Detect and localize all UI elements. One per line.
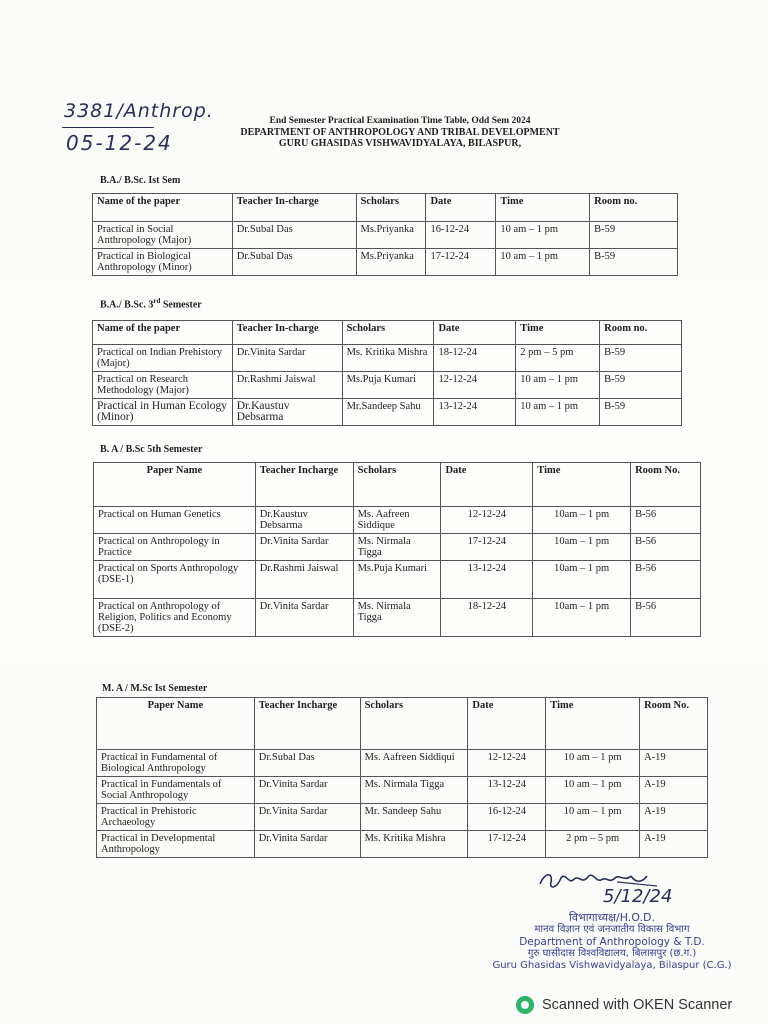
cell-scholar: Mr.Sandeep Sahu: [342, 399, 434, 426]
stamp-line-5: Guru Ghasidas Vishwavidyalaya, Bilaspur (C.G.): [492, 960, 732, 971]
cell-room: B-59: [590, 222, 678, 249]
cell-paper: Practical in Human Ecology (Minor): [93, 399, 233, 426]
cell-teacher: Dr.Kaustuv Debsarma: [255, 507, 353, 534]
cell-time: 10am – 1 pm: [533, 507, 631, 534]
table-row: [94, 599, 701, 637]
cell-time: 10 am – 1 pm: [496, 222, 590, 249]
table-header-row: [93, 194, 678, 222]
cell-date: 13-12-24: [434, 399, 516, 426]
cell-room: B-59: [600, 345, 682, 372]
cell-teacher: Dr.Rashmi Jaiswal: [255, 561, 353, 599]
cell-teacher: Dr.Vinita Sardar: [255, 534, 353, 561]
cell-time: 2 pm – 5 pm: [516, 345, 600, 372]
column-header: Time: [496, 194, 590, 222]
cell-scholar: Ms.Priyanka: [356, 222, 426, 249]
section-title-ba-sem3: [100, 297, 202, 310]
cell-paper: Practical in Developmental Anthropology: [97, 831, 255, 858]
cell-time: 10am – 1 pm: [533, 561, 631, 599]
cell-paper: Practical on Indian Prehistory (Major): [93, 345, 233, 372]
cell-teacher: Dr.Vinita Sardar: [254, 777, 360, 804]
table-row: [93, 399, 682, 426]
cell-room: B-56: [631, 507, 701, 534]
table-header-row: [97, 698, 708, 750]
cell-teacher: Dr.Subal Das: [254, 750, 360, 777]
column-header: Teacher Incharge: [255, 463, 353, 507]
table-row: [97, 750, 708, 777]
cell-room: A-19: [640, 831, 708, 858]
section-title-ba-sem5: B. A / B.Sc 5th Semester: [100, 444, 203, 455]
cell-teacher: Dr.Vinita Sardar: [254, 804, 360, 831]
cell-paper: Practical in Fundamentals of Social Anthropology: [97, 777, 255, 804]
handwritten-ref-number: 3381/Anthrop.: [64, 100, 214, 122]
cell-paper: Practical in Fundamental of Biological Anthropology: [97, 750, 255, 777]
column-header: Date: [434, 321, 516, 345]
cell-teacher: Dr.Vinita Sardar: [255, 599, 353, 637]
timetable-ma-sem1: [96, 697, 708, 858]
cell-scholar: Ms. Nirmala Tigga: [360, 777, 468, 804]
cell-paper: Practical on Research Methodology (Major): [93, 372, 233, 399]
signature-date: 5/12/24: [603, 886, 673, 907]
cell-scholar: Mr. Sandeep Sahu: [360, 804, 468, 831]
cell-room: B-56: [631, 599, 701, 637]
cell-teacher: Dr.Subal Das: [232, 222, 356, 249]
column-header: Time: [546, 698, 640, 750]
column-header: Time: [533, 463, 631, 507]
cell-room: B-59: [590, 249, 678, 276]
cell-room: A-19: [640, 777, 708, 804]
cell-teacher: Dr.Rashmi Jaiswal: [232, 372, 342, 399]
cell-date: 12-12-24: [468, 750, 546, 777]
cell-teacher: Dr.Kaustuv Debsarma: [232, 399, 342, 426]
cell-time: 10 am – 1 pm: [546, 804, 640, 831]
column-header: Name of the paper: [93, 321, 233, 345]
stamp-line-3: Department of Anthropology & T.D.: [519, 936, 705, 948]
cell-time: 10 am – 1 pm: [546, 777, 640, 804]
stamp-line-1: विभागाध्यक्ष/H.O.D.: [569, 911, 655, 924]
cell-date: 16-12-24: [426, 222, 496, 249]
column-header: Scholars: [360, 698, 468, 750]
column-header: Scholars: [353, 463, 441, 507]
table-row: [94, 507, 701, 534]
column-header: Date: [441, 463, 533, 507]
column-header: Scholars: [342, 321, 434, 345]
column-header: Paper Name: [94, 463, 256, 507]
section-title-suffix: Semester: [160, 299, 202, 311]
table-row: [93, 222, 678, 249]
cell-scholar: Ms. Nirmala Tigga: [353, 534, 441, 561]
table-row: [97, 777, 708, 804]
cell-time: 10am – 1 pm: [533, 534, 631, 561]
column-header: Room no.: [600, 321, 682, 345]
cell-teacher: Dr.Vinita Sardar: [254, 831, 360, 858]
hod-stamp: [492, 912, 732, 972]
cell-scholar: Ms.Puja Kumari: [342, 372, 434, 399]
cell-scholar: Ms. Kritika Mishra: [360, 831, 468, 858]
cell-paper: Practical on Sports Anthropology (DSE-1): [94, 561, 256, 599]
table-row: [93, 345, 682, 372]
cell-scholar: Ms.Priyanka: [356, 249, 426, 276]
cell-paper: Practical on Anthropology in Practice: [94, 534, 256, 561]
timetable-ba-sem3: [92, 320, 682, 426]
cell-paper: Practical in Biological Anthropology (Minor): [93, 249, 233, 276]
cell-date: 18-12-24: [441, 599, 533, 637]
cell-room: B-59: [600, 399, 682, 426]
cell-room: B-56: [631, 534, 701, 561]
oken-logo-icon: [516, 996, 534, 1014]
section-title-text: B.A./ B.Sc. 3: [100, 299, 154, 311]
header-line-2: DEPARTMENT OF ANTHROPOLOGY AND TRIBAL DEVELOPMENT: [240, 127, 560, 138]
header-line-3: GURU GHASIDAS VISHWAVIDYALAYA, BILASPUR,: [278, 138, 522, 149]
cell-date: 17-12-24: [441, 534, 533, 561]
cell-paper: Practical on Human Genetics: [94, 507, 256, 534]
cell-date: 12-12-24: [441, 507, 533, 534]
stamp-line-4: गुरु घासीदास विश्वविद्यालय, बिलासपुर (छ.ग.): [527, 948, 697, 959]
cell-scholar: Ms. Nirmala Tigga: [353, 599, 441, 637]
cell-room: B-59: [600, 372, 682, 399]
cell-time: 10am – 1 pm: [533, 599, 631, 637]
table-row: [97, 831, 708, 858]
section-title-ma-sem1: M. A / M.Sc Ist Semester: [102, 683, 208, 694]
cell-paper: Practical in Social Anthropology (Major): [93, 222, 233, 249]
cell-date: 17-12-24: [468, 831, 546, 858]
column-header: Teacher In-charge: [232, 194, 356, 222]
table-row: [94, 561, 701, 599]
column-header: Paper Name: [97, 698, 255, 750]
cell-room: A-19: [640, 750, 708, 777]
cell-date: 18-12-24: [434, 345, 516, 372]
column-header: Teacher Incharge: [254, 698, 360, 750]
cell-time: 10 am – 1 pm: [546, 750, 640, 777]
cell-date: 16-12-24: [468, 804, 546, 831]
column-header: Date: [468, 698, 546, 750]
table-header-row: [94, 463, 701, 507]
column-header: Date: [426, 194, 496, 222]
cell-date: 17-12-24: [426, 249, 496, 276]
scanner-text: Scanned with OKEN Scanner: [542, 997, 733, 1013]
table-row: [93, 249, 678, 276]
timetable-ba-sem5: [93, 462, 701, 637]
cell-paper: Practical on Anthropology of Religion, Politics and Economy (DSE-2): [94, 599, 256, 637]
section-title-ba-sem1: B.A./ B.Sc. Ist Sem: [100, 175, 181, 186]
column-header: Name of the paper: [93, 194, 233, 222]
table-header-row: [93, 321, 682, 345]
column-header: Scholars: [356, 194, 426, 222]
document-header: [200, 116, 600, 149]
timetable-ba-sem1: [92, 193, 678, 276]
cell-scholar: Ms.Puja Kumari: [353, 561, 441, 599]
cell-paper: Practical in Prehistoric Archaeology: [97, 804, 255, 831]
stamp-line-2: मानव विज्ञान एवं जनजातीय विकास विभाग: [534, 924, 690, 935]
column-header: Room no.: [590, 194, 678, 222]
column-header: Teacher In-charge: [232, 321, 342, 345]
cell-teacher: Dr.Vinita Sardar: [232, 345, 342, 372]
header-line-1: End Semester Practical Examination Time Table, Odd Sem 2024: [269, 116, 531, 126]
cell-scholar: Ms. Aafreen Siddiqui: [360, 750, 468, 777]
section-title-sup: rd: [153, 297, 161, 305]
cell-scholar: Ms. Kritika Mishra: [342, 345, 434, 372]
column-header: Room No.: [631, 463, 701, 507]
cell-room: A-19: [640, 804, 708, 831]
column-header: Room No.: [640, 698, 708, 750]
scanner-watermark: [516, 996, 732, 1014]
cell-date: 13-12-24: [441, 561, 533, 599]
cell-date: 12-12-24: [434, 372, 516, 399]
table-row: [93, 372, 682, 399]
cell-scholar: Ms. Aafreen Siddique: [353, 507, 441, 534]
cell-time: 2 pm – 5 pm: [546, 831, 640, 858]
cell-room: B-56: [631, 561, 701, 599]
table-row: [97, 804, 708, 831]
handwritten-underline: [62, 127, 154, 128]
cell-time: 10 am – 1 pm: [516, 372, 600, 399]
cell-time: 10 am – 1 pm: [516, 399, 600, 426]
cell-date: 13-12-24: [468, 777, 546, 804]
column-header: Time: [516, 321, 600, 345]
handwritten-ref-date: 05-12-24: [66, 131, 173, 155]
table-row: [94, 534, 701, 561]
cell-time: 10 am – 1 pm: [496, 249, 590, 276]
cell-teacher: Dr.Subal Das: [232, 249, 356, 276]
